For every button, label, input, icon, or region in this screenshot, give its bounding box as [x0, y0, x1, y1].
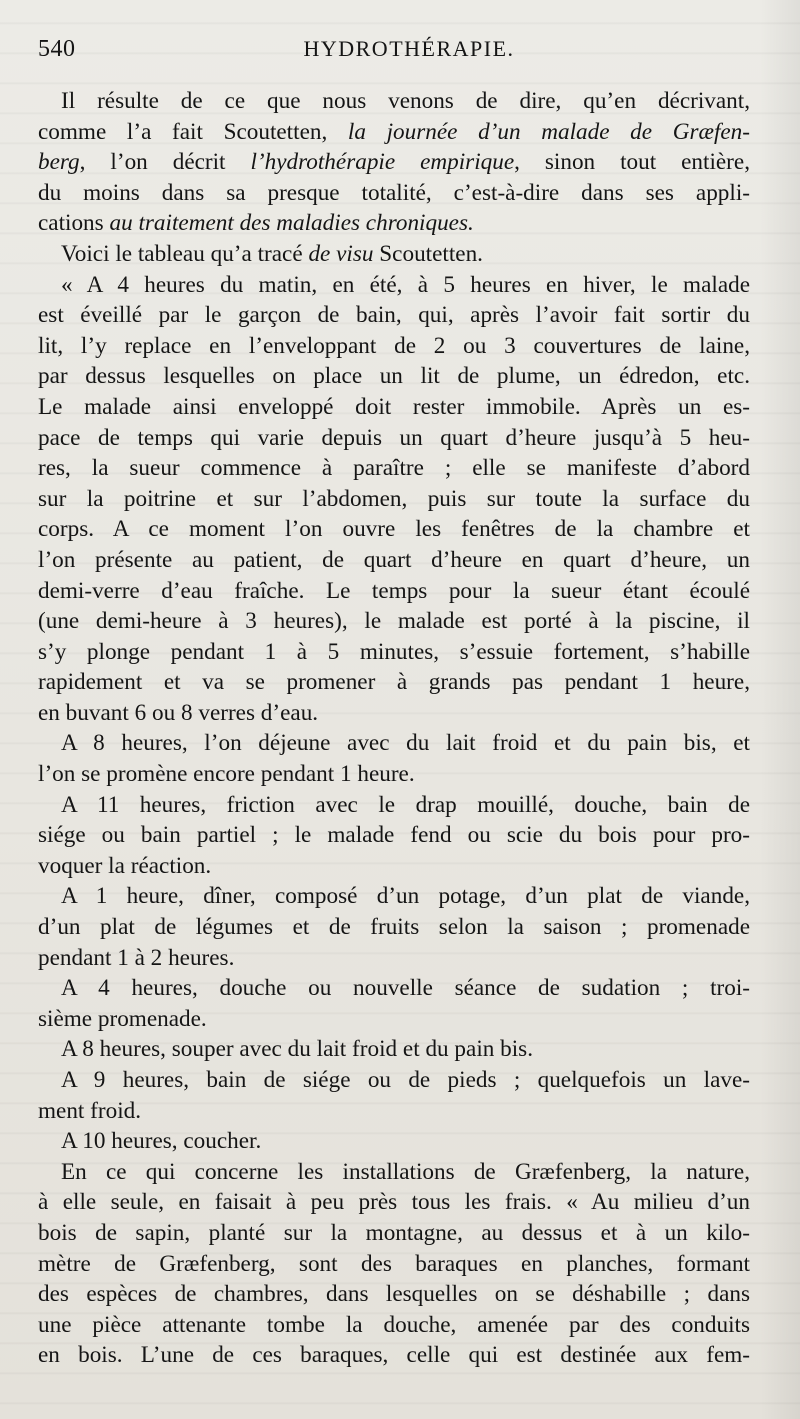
text-line — [38, 698, 750, 729]
text-line — [38, 1004, 750, 1035]
page-number: 540 — [38, 36, 76, 62]
text-run: d’un plat de légumes et de fruits selon la saison ; promenade — [38, 914, 750, 941]
text-run: s’y plonge pendant 1 à 5 minutes, s’essuie fortement, s’habille — [38, 638, 750, 665]
text-run: des espèces de chambres, dans lesquelles on se déshabille ; dans — [38, 1281, 750, 1308]
text-run: bois de sapin, planté sur la montagne, au dessus et à un kilo- — [38, 1219, 750, 1246]
italic-text: la journée d’un malade de Græfen- — [347, 118, 750, 145]
text-run: Il résulte de ce que nous venons de dire, qu’en décrivant, — [61, 88, 750, 114]
text-run: , sinon tout entière, — [514, 149, 750, 176]
text-line — [38, 1279, 750, 1310]
text-run: A 11 heures, friction avec le drap mouillé, douche, bain de — [61, 791, 750, 818]
text-line — [38, 1096, 750, 1127]
text-run: A 8 heures, l’on déjeune avec du lait froid et du pain bis, et — [61, 730, 750, 757]
text-run: siége ou bain partiel ; le malade fend ou scie du bois pour pro- — [38, 822, 750, 849]
text-run: l’on se promène encore pendant 1 heure. — [38, 761, 415, 788]
text-run: A 8 heures, souper avec du lait froid et du pain bis. — [61, 1036, 534, 1063]
text-line — [38, 1126, 750, 1157]
text-run: du moins dans sa presque totalité, c’est-à-dire dans ses appli- — [38, 179, 750, 206]
italic-text: de visu — [308, 240, 374, 267]
text-line — [38, 1340, 750, 1371]
text-run: ment froid. — [38, 1097, 142, 1124]
text-line — [38, 1034, 750, 1065]
text-run: sième promenade. — [38, 1005, 207, 1032]
text-line — [38, 86, 750, 117]
text-line — [38, 270, 750, 301]
text-line — [38, 1065, 750, 1096]
text-line — [38, 147, 750, 178]
text-run: pendant 1 à 2 heures. — [38, 944, 235, 971]
text-line — [38, 576, 750, 607]
text-line — [38, 851, 750, 882]
text-run: A 4 heures, douche ou nouvelle séance de sudation ; troi- — [61, 975, 750, 1002]
text-line — [38, 912, 750, 943]
text-run: A 1 heure, dîner, composé d’un potage, d’un plat de viande, — [61, 883, 750, 910]
text-line — [38, 1157, 750, 1188]
text-line — [38, 208, 750, 239]
text-run: en bois. L’une de ces baraques, celle qui est destinée aux fem- — [38, 1342, 750, 1369]
text-line — [38, 667, 750, 698]
text-run: Voici le tableau qu’a tracé — [61, 240, 309, 267]
text-run: l’on présente au patient, de quart d’heure en quart d’heure, un — [38, 546, 750, 573]
page-header — [38, 36, 762, 72]
text-line — [38, 117, 750, 148]
text-run: A 9 heures, bain de siége ou de pieds ; quelquefois un lave- — [61, 1067, 750, 1093]
body-text — [38, 86, 750, 1371]
text-line — [38, 820, 750, 851]
text-run: En ce qui concerne les installations de Græfenberg, la nature, — [61, 1158, 750, 1185]
text-run: rapidement et va se promener à grands pas pendant 1 heure, — [38, 669, 750, 696]
text-line — [38, 1218, 750, 1249]
text-run: corps. A ce moment l’on ouvre les fenêtres de la chambre et — [38, 516, 750, 543]
text-line — [38, 728, 750, 759]
text-run: à elle seule, en faisait à peu près tous les frais. « Au milieu d’un — [38, 1189, 750, 1216]
italic-text: au traitement des maladies chroniques. — [109, 210, 474, 237]
text-line — [38, 514, 750, 545]
text-run: Scoutetten. — [373, 240, 483, 267]
text-run: res, la sueur commence à paraître ; elle se manifeste d’abord — [38, 455, 750, 482]
text-run: (une demi-heure à 3 heures), le malade est porté à la piscine, il — [38, 608, 750, 635]
text-line — [38, 484, 750, 515]
text-line — [38, 453, 750, 484]
text-line — [38, 545, 750, 576]
text-run: « A 4 heures du matin, en été, à 5 heures en hiver, le malade — [61, 271, 750, 298]
text-line — [38, 790, 750, 821]
text-run: une pièce attenante tombe la douche, amenée par des conduits — [38, 1311, 750, 1338]
text-line — [38, 361, 750, 392]
text-line — [38, 331, 750, 362]
text-line — [38, 1187, 750, 1218]
text-line — [38, 881, 750, 912]
text-line — [38, 759, 750, 790]
text-line — [38, 943, 750, 974]
text-line — [38, 300, 750, 331]
text-line — [38, 392, 750, 423]
text-run: Le malade ainsi enveloppé doit rester immobile. Après un es- — [38, 393, 750, 420]
text-run: pace de temps qui varie depuis un quart d’heure jusqu’à 5 heu- — [38, 424, 750, 451]
text-line — [38, 1310, 750, 1341]
text-run: cations — [38, 210, 110, 237]
text-line — [38, 973, 750, 1004]
text-line — [38, 606, 750, 637]
text-run: en buvant 6 ou 8 verres d’eau. — [38, 699, 319, 726]
text-run: est éveillé par le garçon de bain, qui, après l’avoir fait sortir du — [38, 302, 750, 329]
text-line — [38, 1249, 750, 1280]
text-run: demi-verre d’eau fraîche. Le temps pour la sueur étant écoulé — [38, 577, 750, 604]
text-run: A 10 heures, coucher. — [61, 1128, 262, 1155]
text-run: , l’on décrit — [79, 149, 251, 176]
text-line — [38, 239, 750, 270]
text-run: mètre de Græfenberg, sont des baraques en planches, formant — [38, 1250, 750, 1277]
italic-text: berg — [38, 149, 80, 176]
text-run: par dessus lesquelles on place un lit de plume, un édredon, etc. — [38, 363, 750, 390]
text-line — [38, 637, 750, 668]
running-head: HYDROTHÉRAPIE. — [303, 36, 515, 61]
italic-text: l’hydrothérapie empirique — [250, 149, 515, 176]
text-run: comme l’a fait Scoutetten, — [38, 118, 348, 145]
text-line — [38, 423, 750, 454]
page-edge-shadow — [760, 0, 800, 1419]
text-line — [38, 178, 750, 209]
text-run: lit, l’y replace en l’enveloppant de 2 ou 3 couvertures de laine, — [38, 332, 750, 359]
text-run: sur la poitrine et sur l’abdomen, puis sur toute la surface du — [38, 485, 750, 512]
text-run: voquer la réaction. — [38, 852, 212, 879]
